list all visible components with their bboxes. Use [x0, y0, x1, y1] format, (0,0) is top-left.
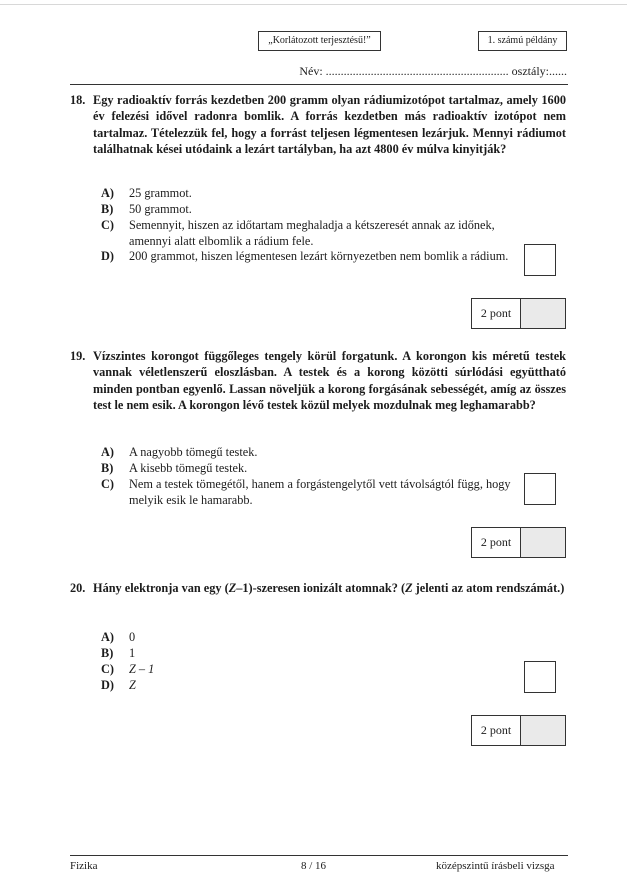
points-label: 2 pont [472, 528, 521, 557]
points-label: 2 pont [472, 299, 521, 328]
score-field [521, 716, 565, 745]
question-number: 19. [70, 349, 86, 363]
points-box [471, 527, 566, 558]
question-20 [70, 580, 566, 596]
footer-subject: Fizika [70, 860, 98, 872]
header-rule [70, 84, 568, 85]
footer-rule [70, 855, 568, 856]
option-c: C) Nem a testek tömegétől, hanem a forgástengelytől vett távolságtól függ, hogy melyik esik le hamarabb. [101, 477, 511, 507]
top-divider [0, 4, 627, 5]
answer-box[interactable] [524, 244, 556, 276]
score-field [521, 299, 565, 328]
copy-number-label: 1. számú példány [478, 31, 567, 51]
answer-box[interactable] [524, 473, 556, 505]
question-text: Egy radioaktív forrás kezdetben 200 gramm olyan rádiumizotópot tartalmaz, amely 1600 év felezési idővel radonra bomlik. A forrás kezdetben más radioaktív izotópot nem tartalmaz. Tételezzük fel, hogy a forrást teljesen légmentesen lezárjuk. Mennyi rádiumot találhatnak kései utódaink a lezárt tartályban, ha azt 4800 év múlva kinyitják? [93, 93, 566, 157]
option-b: B) A kisebb tömegű testek. [101, 461, 248, 475]
option-d: D) Z [101, 678, 136, 692]
question-number: 18. [70, 93, 86, 107]
score-field [521, 528, 565, 557]
option-c: C) Semennyit, hiszen az időtartam meghaladja a kétszeresét annak az időnek, amennyi alatt elbomlik a rádium fele. [101, 218, 495, 248]
option-d: D) 200 grammot, hiszen légmentesen lezárt környezetben nem bomlik a rádium. [101, 249, 509, 263]
restricted-label: „Korlátozott terjesztésű!” [258, 31, 381, 51]
option-b: B) 50 grammot. [101, 202, 192, 216]
answer-box[interactable] [524, 661, 556, 693]
points-label: 2 pont [472, 716, 521, 745]
question-18 [70, 92, 566, 158]
name-class-line: Név: ............................................................. osztály:...... [299, 64, 567, 78]
question-19 [70, 348, 566, 414]
option-a: A) 0 [101, 630, 136, 644]
question-text: Hány elektronja van egy (Z–1)-szeresen ionizált atomnak? (Z jelenti az atom rendszámát.) [93, 581, 565, 595]
points-box [471, 715, 566, 746]
option-a: A) A nagyobb tömegű testek. [101, 445, 258, 459]
points-box [471, 298, 566, 329]
option-b: B) 1 [101, 646, 136, 660]
option-c: C) Z – 1 [101, 662, 155, 676]
footer-page-number: 8 / 16 [301, 860, 327, 872]
question-number: 20. [70, 581, 86, 595]
question-text: Vízszintes korongot függőleges tengely körül forgatunk. A korongon kis méretű testek vannak véletlenszerű eloszlásban. A testek és a korong közötti súrlódási együttható minden pontban egyenlő. Lassan növeljük a korong forgásának sebességét, amíg az összes test le nem esik. A korongon lévő testek közül melyek mozdulnak meg leghamarabb? [93, 349, 566, 413]
footer-exam-type: középszintű írásbeli vizsga [436, 860, 555, 872]
option-a: A) 25 grammot. [101, 186, 192, 200]
